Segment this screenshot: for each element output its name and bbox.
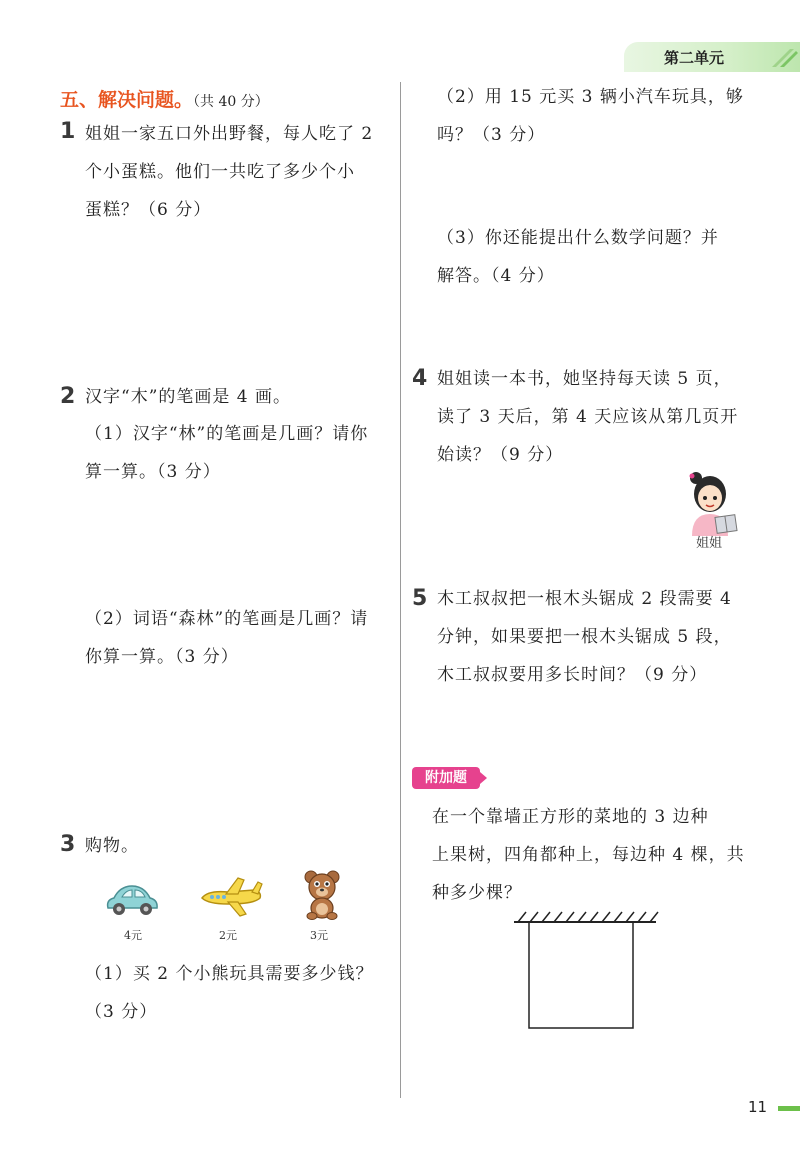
unit-title: 第二单元 (664, 49, 725, 67)
question-3-part-3-line: （3）你还能提出什么数学问题？并 (437, 228, 719, 248)
question-1-text (85, 115, 373, 229)
section-title (60, 85, 269, 112)
question-1-line: 蛋糕？（6 分） (85, 200, 212, 220)
page-number-bar (778, 1106, 800, 1111)
question-4-line: 姐姐读一本书，她坚持每天读 5 页， (437, 369, 732, 389)
question-number-4: 4 (412, 366, 428, 391)
question-2-part-1 (85, 415, 368, 491)
question-3-part-1 (85, 955, 373, 1031)
column-divider (400, 82, 401, 1098)
leaf-stripes-icon (770, 45, 798, 69)
toy-airplane-icon (198, 876, 264, 920)
question-2-intro: 汉字“木”的笔画是 4 画。 (85, 387, 292, 407)
teddy-bear-icon (302, 868, 342, 920)
question-3-intro: 购物。 (85, 836, 139, 856)
question-5-line: 木工叔叔把一根木头锯成 2 段需要 4 (437, 589, 732, 609)
toy-car-icon (104, 880, 160, 918)
question-1-line: 姐姐一家五口外出野餐，每人吃了 2 (85, 124, 374, 144)
question-5-line: 分钟，如果要把一根木头锯成 5 段， (437, 627, 732, 647)
question-3-part-1-line: （1）买 2 个小熊玩具需要多少钱？ (85, 964, 374, 984)
garden-wall-diagram (510, 908, 660, 1032)
question-number-2: 2 (60, 384, 76, 409)
question-2-part-1-line: （1）汉字“林”的笔画是几画？请你 (85, 424, 369, 444)
question-3-part-3-line: 解答。（4 分） (437, 266, 555, 286)
section-score: （共 40 分） (193, 94, 269, 110)
bonus-line: 在一个靠墙正方形的菜地的 3 边种 (432, 807, 709, 827)
question-4-line: 始读？（9 分） (437, 445, 564, 465)
unit-header-tab (624, 42, 800, 72)
question-number-5: 5 (412, 586, 428, 611)
question-4-text (437, 360, 738, 474)
question-4-line: 读了 3 天后，第 4 天应该从第几页开 (437, 407, 739, 427)
question-5-line: 木工叔叔要用多长时间？（9 分） (437, 665, 708, 685)
girl-caption: 姐姐 (696, 536, 723, 551)
question-2-part-2-line: （2）词语“森林”的笔画是几画？请 (85, 609, 369, 629)
question-3-part-2 (437, 78, 744, 154)
girl-reading-icon (680, 470, 742, 540)
question-number-1: 1 (60, 119, 76, 144)
bonus-tag-arrow (480, 772, 487, 784)
bonus-tag: 附加题 (412, 767, 480, 789)
bonus-line: 上果树，四角都种上，每边种 4 棵，共 (432, 845, 745, 865)
page-number: 11 (748, 1098, 768, 1116)
question-2-part-1-line: 算一算。（3 分） (85, 462, 221, 482)
question-3-part-3 (437, 219, 719, 295)
car-price: 4元 (124, 929, 142, 942)
question-2-part-2-line: 你算一算。（3 分） (85, 647, 239, 667)
question-3-part-2-line: 吗？（3 分） (437, 125, 546, 145)
bear-price: 3元 (310, 929, 328, 942)
bonus-line: 种多少棵？ (432, 883, 522, 903)
bonus-question-text (432, 798, 745, 912)
question-3-part-1-line: （3 分） (85, 1002, 158, 1022)
question-5-text (437, 580, 732, 694)
question-number-3: 3 (60, 832, 76, 857)
section-title-text: 五、解决问题。 (60, 89, 194, 111)
airplane-price: 2元 (219, 929, 237, 942)
question-1-line: 个小蛋糕。他们一共吃了多少个小 (85, 162, 355, 182)
question-3-part-2-line: （2）用 15 元买 3 辆小汽车玩具，够 (437, 87, 744, 107)
question-2-part-2 (85, 600, 368, 676)
